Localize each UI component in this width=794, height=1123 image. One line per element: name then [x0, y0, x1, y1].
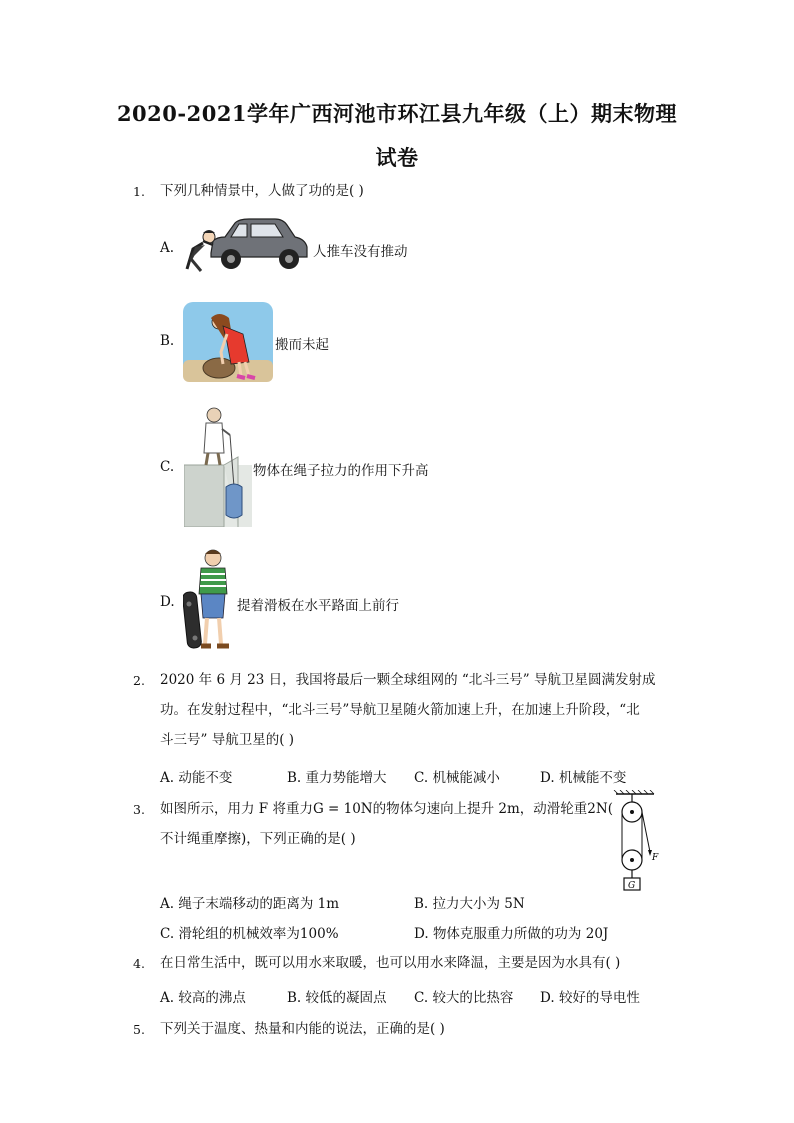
question-3-stem-line2: 不计绳重摩擦)，下列正确的是( ) [160, 831, 356, 847]
boy-carrying-skateboard-icon [183, 548, 235, 656]
q4-option-b: B. 较低的凝固点 [287, 990, 387, 1006]
q2-option-d: D. 机械能不变 [540, 770, 627, 786]
q3-option-d: D. 物体克服重力所做的功为 20J [414, 926, 609, 942]
q1-option-b-text: 搬而未起 [275, 337, 329, 353]
document-title-line2: 试卷 [375, 145, 419, 170]
question-2-stem-line1: 2020 年 6 月 23 日，我国将最后一颗全球组网的 “北斗三号” 导航卫星圆满发射成 [160, 672, 656, 688]
document-title-line1: 2020-2021学年广西河池市环江县九年级（上）期末物理 [116, 101, 678, 126]
question-2-number: 2. [133, 673, 145, 688]
woman-lifting-rock-icon [183, 302, 273, 382]
question-4-number: 4. [133, 956, 145, 971]
q3-option-a: A. 绳子末端移动的距离为 1m [160, 896, 340, 912]
question-3-number: 3. [133, 802, 145, 817]
q1-option-c-label: C. [160, 459, 175, 475]
q1-option-c-text: 物体在绳子拉力的作用下升高 [253, 463, 429, 479]
q1-option-b-label: B. [160, 333, 175, 349]
q4-option-d: D. 较好的导电性 [540, 990, 640, 1006]
question-3-stem-line1: 如图所示，用力 F 将重力G = 10N的物体匀速向上提升 2m，动滑轮重2N( [160, 801, 613, 817]
q1-option-d-text: 提着滑板在水平路面上前行 [237, 598, 399, 614]
question-1-stem: 下列几种情景中，人做了功的是( ) [160, 183, 364, 199]
question-1-number: 1. [133, 184, 145, 199]
man-pulling-rope-bucket-icon [184, 405, 252, 527]
q1-option-d-label: D. [160, 594, 175, 610]
q3-option-c: C. 滑轮组的机械效率为100% [160, 926, 339, 942]
question-5-stem: 下列关于温度、热量和内能的说法，正确的是( ) [160, 1021, 445, 1037]
q1-option-a-label: A. [160, 240, 175, 256]
q4-option-a: A. 较高的沸点 [160, 990, 246, 1006]
q2-option-c: C. 机械能减小 [414, 770, 500, 786]
person-pushing-car-icon [183, 213, 311, 275]
pulley-system-diagram [610, 790, 660, 894]
weight-label: G [628, 881, 636, 891]
q2-option-a: A. 动能不变 [160, 770, 233, 786]
question-5-number: 5. [133, 1022, 145, 1037]
question-4-stem: 在日常生活中，既可以用水来取暖，也可以用水来降温，主要是因为水具有( ) [160, 955, 621, 971]
force-label: F [652, 853, 659, 863]
q4-option-c: C. 较大的比热容 [414, 990, 514, 1006]
question-2-stem-line2: 功。在发射过程中，“北斗三号”导航卫星随火箭加速上升，在加速上升阶段，“北 [160, 702, 640, 718]
question-2-stem-line3: 斗三号” 导航卫星的( ) [160, 732, 295, 748]
q3-option-b: B. 拉力大小为 5N [414, 896, 525, 912]
q1-option-a-text: 人推车没有推动 [313, 244, 408, 260]
q2-option-b: B. 重力势能增大 [287, 770, 387, 786]
